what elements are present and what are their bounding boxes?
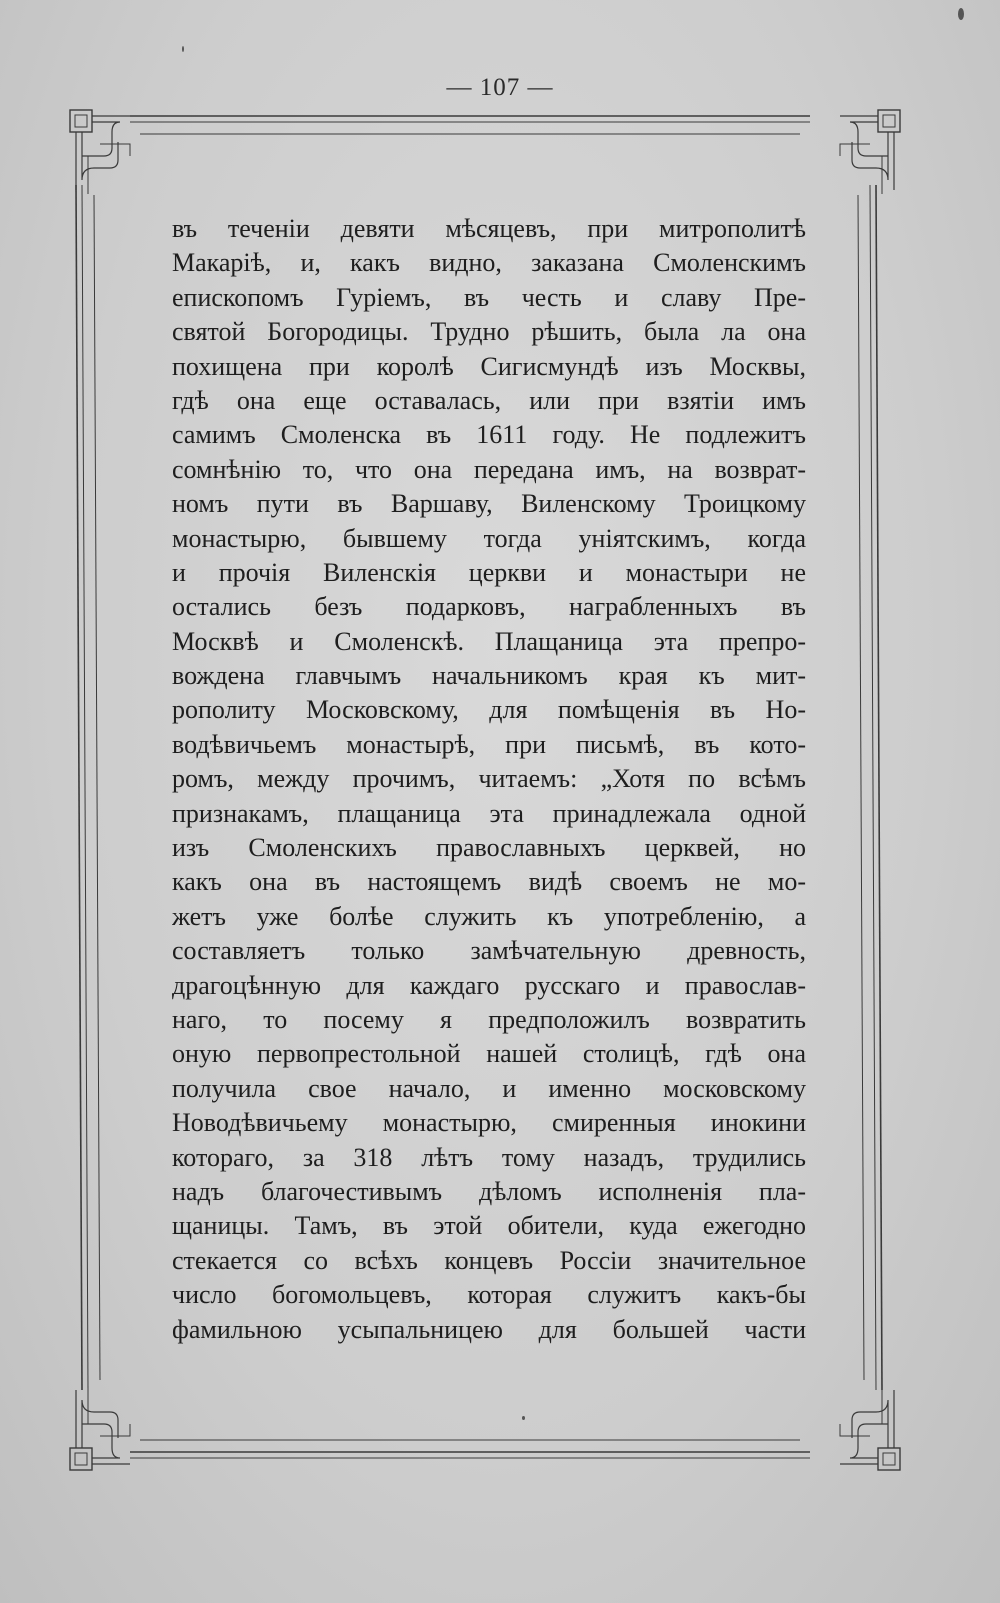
text-line: жетъ уже болѣе служить къ употребленію, а <box>172 901 806 931</box>
text-line: получила свое начало, и именно московскому <box>172 1073 806 1103</box>
text-line: наго, то посему я предположилъ возвратить <box>172 1004 806 1034</box>
text-line: и прочія Виленскія церкви и монастыри не <box>172 557 806 587</box>
text-line: вождена главчымъ начальникомъ края къ мит- <box>172 661 806 691</box>
text-line: изъ Смоленскихъ православныхъ церквей, но <box>172 833 806 863</box>
scan-speck <box>182 46 184 52</box>
text-line: признакамъ, плащаница эта принадлежала одной <box>172 798 806 828</box>
text-line: оную первопрестольной нашей столицѣ, гдѣ она <box>172 1039 806 1069</box>
text-line: надъ благочестивымъ дѣломъ исполненія пла- <box>172 1176 806 1206</box>
body-text <box>172 212 806 1347</box>
text-line: номъ пути въ Варшаву, Виленскому Троицкому <box>172 489 806 519</box>
text-line: Новодѣвичьему монастырю, смиренныя инокини <box>172 1108 806 1138</box>
text-line: сомнѣнію то, что она передана имъ, на возврат- <box>172 454 806 484</box>
scan-speck <box>522 1416 525 1420</box>
text-line: щаницы. Тамъ, въ этой обители, куда ежегодно <box>172 1211 806 1241</box>
text-line: фамильною усыпальницею для большей части <box>172 1314 806 1344</box>
text-line: стекается со всѣхъ концевъ Россіи значительное <box>172 1245 806 1275</box>
text-line: похищена при королѣ Сигисмундѣ изъ Москвы, <box>172 351 806 381</box>
text-line: драгоцѣнную для каждаго русскаго и православ- <box>172 970 806 1000</box>
text-line: рополиту Московскому, для помѣщенія въ Но- <box>172 695 806 725</box>
text-line: святой Богородицы. Трудно рѣшить, была ла она <box>172 317 806 347</box>
text-line: Макаріѣ, и, какъ видно, заказана Смоленскимъ <box>172 248 806 278</box>
text-line: водѣвичьемъ монастырѣ, при письмѣ, въ кото- <box>172 729 806 759</box>
scan-speck <box>958 8 964 20</box>
text-line: число богомольцевъ, которая служитъ какъ-бы <box>172 1280 806 1310</box>
page-number: — 107 — <box>446 74 554 101</box>
text-line: составляетъ только замѣчательную древность, <box>172 936 806 966</box>
text-line: какъ она въ настоящемъ видѣ своемъ не мо- <box>172 867 806 897</box>
text-line: котораго, за 318 лѣтъ тому назадъ, трудились <box>172 1142 806 1172</box>
text-line: самимъ Смоленска въ 1611 году. Не подлежитъ <box>172 420 806 450</box>
text-line: епископомъ Гуріемъ, въ честь и славу Пре- <box>172 282 806 312</box>
text-line: гдѣ она еще оставалась, или при взятіи имъ <box>172 385 806 415</box>
text-line: ромъ, между прочимъ, читаемъ: „Хотя по всѣмъ <box>172 764 806 794</box>
text-line: Москвѣ и Смоленскѣ. Плащаница эта препро- <box>172 626 806 656</box>
text-line: въ теченіи девяти мѣсяцевъ, при митрополитѣ <box>172 214 806 243</box>
text-line: монастырю, бывшему тогда уніятскимъ, когда <box>172 523 806 553</box>
text-line: остались безъ подарковъ, награбленныхъ въ <box>172 592 806 622</box>
